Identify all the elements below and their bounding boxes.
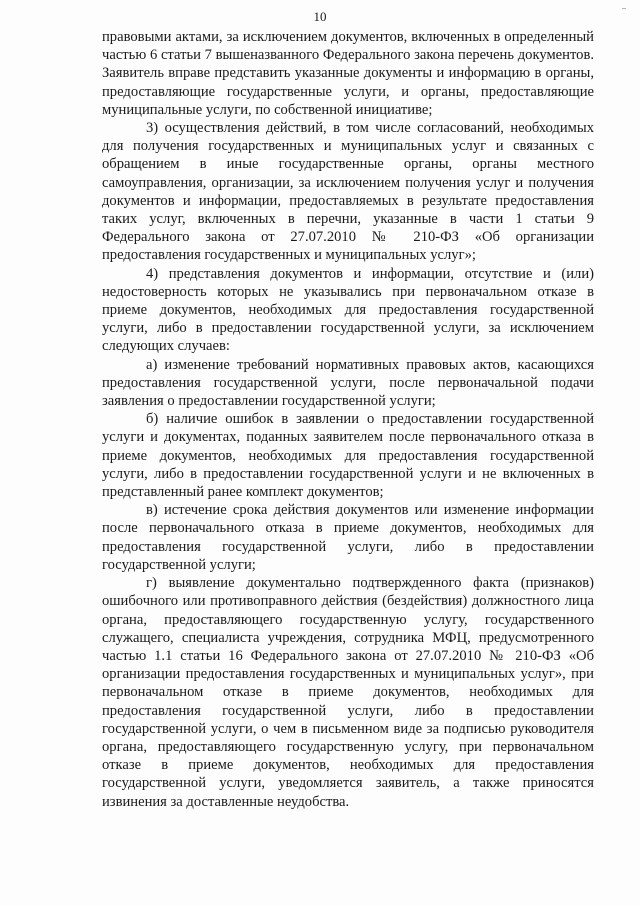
paragraph-item-4: 4) представления документов и информации, отсутствие и (или) недостоверность которых не указывались при первоначальном отказе в приеме документов, необходимых для предоставления государственной услуги, либо в предоставлении государственной услуги, за исключением следующих случаев: [102,265,594,355]
paragraph-subitem-b: б) наличие ошибок в заявлении о предоставлении государственной услуги и документах, поданных заявителем после первоначального отказа в приеме документов, необходимых для предоставления государственной услуги, либо в предоставлении государственной услуги и не включенных в представленный ранее комплект документов; [102,411,594,501]
paragraph-item-3: 3) осуществления действий, в том числе согласований, необходимых для получения государственных и муниципальных услуг и связанных с обращением в иные государственные органы, органы местного самоуправления, организации, за исключением получения услуг и получения документов и информации, предоставляемых в результате предоставления таких услуг, включенных в перечни, указанные в части 1 статьи 9 Федерального закона от 27.07.2010 № 210-ФЗ «Об организации предоставления государственных и муниципальных услуг»; [102,120,594,264]
paragraph-subitem-g: г) выявление документально подтвержденного факта (признаков) ошибочного или противоправного действия (бездействия) должностного лица органа, предоставляющего государственную услугу, государственного служащего, специалиста учреждения, сотрудника МФЦ, предусмотренного частью 1.1 статьи 16 Федерального закона от 27.07.2010 № 210-ФЗ «Об организации предоставления государственных и муниципальных услуг», при первоначальном отказе в приеме документов, необходимых для предоставления государственной услуги, либо в предоставлении государственной услуги, о чем в письменном виде за подписью руководителя органа, предоставляющего государственную услугу, при первоначальном отказе в приеме документов, необходимых для предоставления государственной услуги, уведомляется заявитель, а также приносятся извинения за доставленные неудобства. [102,575,594,810]
document-body [102,28,594,811]
paragraph-continuation: правовыми актами, за исключением документов, включенных в определенный частью 6 статьи 7 вышеназванного Федерального закона перечень документов. Заявитель вправе представить указанные документы и информацию в органы, предоставляющие государственные услуги, и органы, предоставляющие муниципальные услуги, по собственной инициативе; [102,29,594,118]
paragraph-subitem-a: а) изменение требований нормативных правовых актов, касающихся предоставления государственной услуги, после первоначальной подачи заявления о предоставлении государственной услуги; [102,356,594,410]
paragraph-subitem-v: в) истечение срока действия документов или изменение информации после первоначального отказа в приеме документов, необходимых для предоставления государственной услуги, либо в предоставлении государственной услуги; [102,502,594,573]
page-number: 10 [313,9,327,24]
scan-mark [622,8,626,9]
